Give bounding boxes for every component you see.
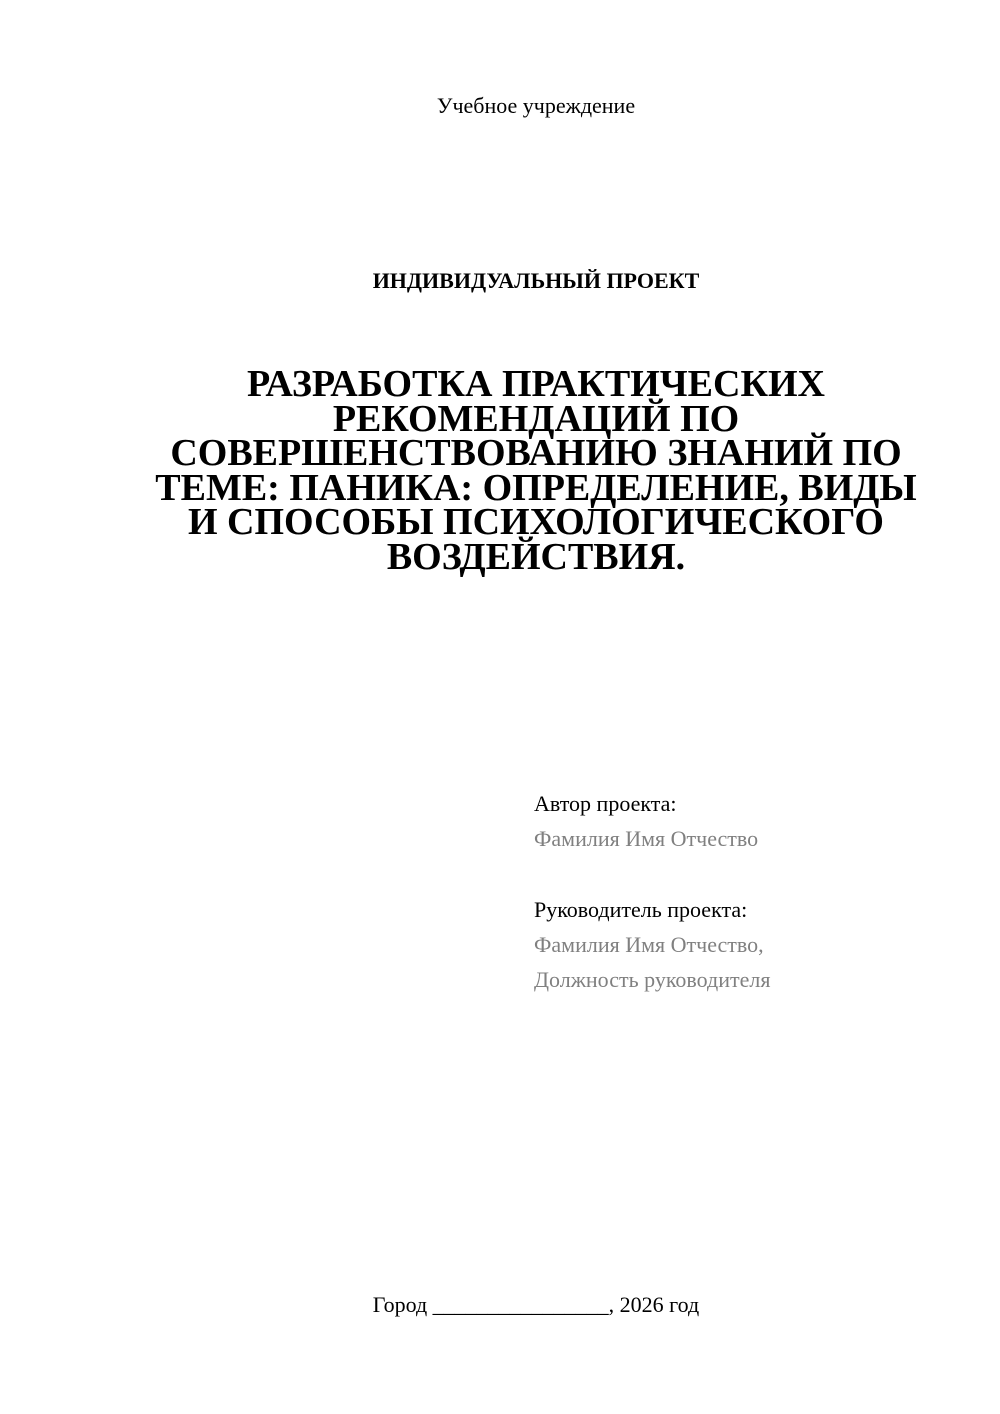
supervisor-label: Руководитель проекта: <box>534 897 748 922</box>
credits-spacer <box>534 856 974 892</box>
supervisor-name: Фамилия Имя Отчество, <box>534 932 764 957</box>
author-name: Фамилия Имя Отчество <box>534 826 759 851</box>
supervisor-position: Должность руководителя <box>534 967 771 992</box>
author-label: Автор проекта: <box>534 791 677 816</box>
institution-name: Учебное учреждение <box>436 93 636 118</box>
document-type: ИНДИВИДУАЛЬНЫЙ ПРОЕКТ <box>372 268 700 293</box>
project-title: РАЗРАБОТКА ПРАКТИЧЕСКИХ РЕКОМЕНДАЦИЙ ПО СОВЕРШЕНСТВОВАНИЮ ЗНАНИЙ ПО ТЕМЕ: ПАНИКА: ОПРЕДЕЛЕНИЕ, ВИДЫ И СПОСОБЫ ПСИХОЛОГИЧЕСКОГО ВОЗДЕЙСТВИЯ. <box>155 363 917 578</box>
city-year-line: Город ________________, 2026 год <box>372 1292 700 1317</box>
credits-block <box>534 786 974 997</box>
